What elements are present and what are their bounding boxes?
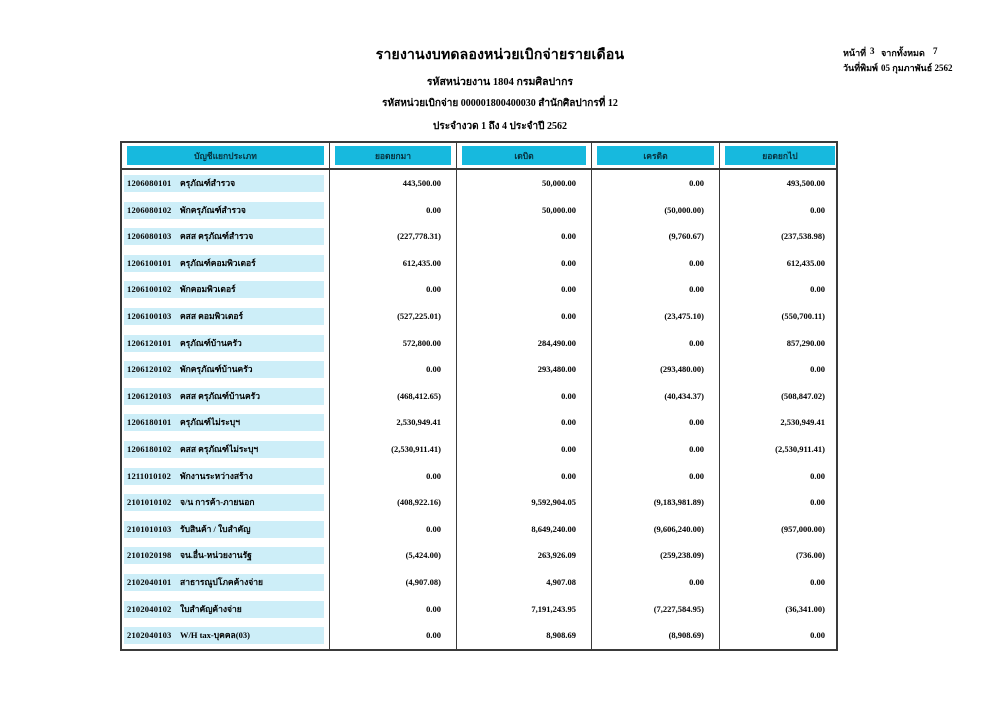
account-cell bbox=[122, 276, 330, 303]
account-strip bbox=[124, 228, 324, 245]
cell-credit: 0.00 bbox=[592, 276, 720, 303]
table-row bbox=[122, 622, 836, 649]
table-row bbox=[122, 409, 836, 436]
table-row bbox=[122, 596, 836, 623]
account-code: 2101020198 bbox=[127, 550, 172, 561]
cell-brought-forward: 443,500.00 bbox=[330, 170, 457, 197]
cell-brought-forward: (4,907.08) bbox=[330, 569, 457, 596]
account-cell bbox=[122, 250, 330, 277]
account-strip bbox=[124, 388, 324, 405]
cell-brought-forward: 612,435.00 bbox=[330, 250, 457, 277]
account-name: ใบสำคัญค้างจ่าย bbox=[180, 603, 242, 614]
column-header-cell bbox=[457, 143, 592, 168]
account-code: 2101010102 bbox=[127, 497, 172, 508]
account-name: พักคอมพิวเตอร์ bbox=[180, 284, 236, 295]
cell-carried-forward: (957,000.00) bbox=[781, 523, 825, 534]
table-row bbox=[122, 516, 836, 543]
cell-brought-forward: 0.00 bbox=[330, 197, 457, 224]
column-header: ยอดยกมา bbox=[335, 146, 451, 165]
cell-carried-forward: 0.00 bbox=[810, 284, 825, 295]
cell-credit: (23,475.10) bbox=[592, 303, 720, 330]
column-header-cell bbox=[720, 143, 840, 168]
account-name: คสส ครุภัณฑ์ไม่ระบุฯ bbox=[180, 443, 259, 454]
account-code: 1206100101 bbox=[127, 257, 172, 268]
cell-brought-forward: 0.00 bbox=[330, 596, 457, 623]
account-code: 2102040101 bbox=[127, 576, 172, 587]
column-header: เดบิต bbox=[462, 146, 586, 165]
report-title: รายงานงบทดลองหน่วยเบิกจ่ายรายเดือน bbox=[375, 48, 625, 63]
account-strip bbox=[124, 627, 324, 644]
account-cell bbox=[122, 197, 330, 224]
cell-brought-forward: 0.00 bbox=[330, 516, 457, 543]
cell-brought-forward: 0.00 bbox=[330, 356, 457, 383]
cell-carried-forward: (237,538.98) bbox=[781, 231, 825, 242]
account-name: W/H tax-บุคคล(03) bbox=[180, 630, 250, 641]
cell-carried-forward: (508,847.02) bbox=[781, 390, 825, 401]
account-strip bbox=[124, 202, 324, 219]
cell-carried-forward: 612,435.00 bbox=[786, 257, 825, 268]
period-line: ประจำงวด 1 ถึง 4 ประจำปี 2562 bbox=[433, 121, 567, 132]
cell-carried-forward: 857,290.00 bbox=[786, 337, 825, 348]
account-cell bbox=[122, 596, 330, 623]
account-cell bbox=[122, 489, 330, 516]
cell-credit: 0.00 bbox=[592, 170, 720, 197]
column-header-cell bbox=[592, 143, 720, 168]
cell-carried-forward: 0.00 bbox=[810, 576, 825, 587]
table-row bbox=[122, 383, 836, 410]
cell-debit: 50,000.00 bbox=[457, 197, 592, 224]
account-strip bbox=[124, 547, 324, 564]
account-cell bbox=[122, 409, 330, 436]
account-code: 1206120101 bbox=[127, 337, 172, 348]
account-strip bbox=[124, 361, 324, 378]
cell-credit: (259,238.09) bbox=[592, 542, 720, 569]
cell-credit: 0.00 bbox=[592, 463, 720, 490]
account-name: จน.อื่น-หน่วยงานรัฐ bbox=[180, 550, 252, 561]
account-name: คสส ครุภัณฑ์สำรวจ bbox=[180, 231, 254, 242]
account-cell bbox=[122, 569, 330, 596]
account-cell bbox=[122, 436, 330, 463]
table-row bbox=[122, 197, 836, 224]
account-strip bbox=[124, 601, 324, 618]
cell-debit: 293,480.00 bbox=[457, 356, 592, 383]
table-row bbox=[122, 330, 836, 357]
account-code: 1206120103 bbox=[127, 390, 172, 401]
cell-brought-forward: (408,922.16) bbox=[330, 489, 457, 516]
cell-credit: 0.00 bbox=[592, 250, 720, 277]
account-code: 1206100103 bbox=[127, 310, 172, 321]
page-meta bbox=[843, 46, 983, 80]
cell-debit: 0.00 bbox=[457, 276, 592, 303]
disbursement-unit-line: รหัสหน่วยเบิกจ่าย 000001800400030 สำนักศิลปากรที่ 12 bbox=[382, 98, 618, 109]
account-name: ครุภัณฑ์ไม่ระบุฯ bbox=[180, 417, 240, 428]
cell-credit: (9,183,981.89) bbox=[592, 489, 720, 516]
cell-credit: 0.00 bbox=[592, 409, 720, 436]
cell-carried-forward: (736.00) bbox=[795, 550, 825, 561]
cell-carried-forward: 2,530,949.41 bbox=[780, 417, 825, 428]
page-label: หน้าที่ bbox=[843, 48, 867, 58]
column-header: บัญชีแยกประเภท bbox=[127, 146, 324, 165]
account-cell bbox=[122, 516, 330, 543]
account-cell bbox=[122, 223, 330, 250]
cell-credit: (7,227,584.95) bbox=[592, 596, 720, 623]
cell-carried-forward: 0.00 bbox=[810, 497, 825, 508]
cell-brought-forward: 2,530,949.41 bbox=[330, 409, 457, 436]
account-strip bbox=[124, 521, 324, 538]
account-cell bbox=[122, 330, 330, 357]
cell-debit: 50,000.00 bbox=[457, 170, 592, 197]
cell-debit: 263,926.09 bbox=[457, 542, 592, 569]
cell-brought-forward: (468,412.65) bbox=[330, 383, 457, 410]
cell-brought-forward: (2,530,911.41) bbox=[330, 436, 457, 463]
account-name: พักครุภัณฑ์สำรวจ bbox=[180, 204, 246, 215]
cell-credit: 0.00 bbox=[592, 330, 720, 357]
table-row bbox=[122, 542, 836, 569]
column-header-cell bbox=[122, 143, 330, 168]
account-name: สาธารณูปโภคค้างจ่าย bbox=[180, 576, 263, 587]
cell-credit: 0.00 bbox=[592, 569, 720, 596]
account-cell bbox=[122, 622, 330, 649]
cell-carried-forward: 0.00 bbox=[810, 364, 825, 375]
cell-carried-forward: (550,700.11) bbox=[781, 310, 825, 321]
account-code: 1211010102 bbox=[127, 470, 172, 481]
cell-brought-forward: 0.00 bbox=[330, 276, 457, 303]
account-name: พักครุภัณฑ์บ้านครัว bbox=[180, 364, 253, 375]
cell-credit: (50,000.00) bbox=[592, 197, 720, 224]
account-strip bbox=[124, 414, 324, 431]
table-row bbox=[122, 276, 836, 303]
print-date: 05 กุมภาพันธ์ 2562 bbox=[881, 63, 953, 73]
cell-brought-forward: 0.00 bbox=[330, 463, 457, 490]
cell-carried-forward: (2,530,911.41) bbox=[775, 443, 825, 454]
cell-carried-forward: (36,341.00) bbox=[785, 603, 825, 614]
cell-debit: 0.00 bbox=[457, 409, 592, 436]
account-cell bbox=[122, 170, 330, 197]
account-code: 1206100102 bbox=[127, 284, 172, 295]
cell-credit: (9,606,240.00) bbox=[592, 516, 720, 543]
cell-debit: 0.00 bbox=[457, 383, 592, 410]
total-pages: 7 bbox=[933, 46, 938, 56]
account-strip bbox=[124, 175, 324, 192]
agency-code-line: รหัสหน่วยงาน 1804 กรมศิลปากร bbox=[426, 77, 574, 88]
table-row bbox=[122, 303, 836, 330]
account-strip bbox=[124, 255, 324, 272]
cell-brought-forward: 572,800.00 bbox=[330, 330, 457, 357]
account-code: 2102040102 bbox=[127, 603, 172, 614]
account-cell bbox=[122, 303, 330, 330]
total-pages-label: จากทั้งหมด bbox=[881, 48, 925, 58]
account-code: 1206120102 bbox=[127, 364, 172, 375]
cell-debit: 0.00 bbox=[457, 223, 592, 250]
cell-debit: 0.00 bbox=[457, 303, 592, 330]
cell-credit: (9,760.67) bbox=[592, 223, 720, 250]
cell-credit: (8,908.69) bbox=[592, 622, 720, 649]
account-name: ครุภัณฑ์สำรวจ bbox=[180, 178, 236, 188]
account-name: จ/น การค้า-ภายนอก bbox=[180, 497, 255, 508]
table-row bbox=[122, 569, 836, 596]
account-cell bbox=[122, 542, 330, 569]
table-row bbox=[122, 170, 836, 197]
cell-carried-forward: 493,500.00 bbox=[786, 178, 825, 188]
account-code: 1206180101 bbox=[127, 417, 172, 428]
trial-balance-table bbox=[120, 141, 838, 651]
cell-debit: 8,649,240.00 bbox=[457, 516, 592, 543]
account-strip bbox=[124, 494, 324, 511]
cell-carried-forward: 0.00 bbox=[810, 470, 825, 481]
table-header-row bbox=[122, 143, 836, 170]
account-strip bbox=[124, 574, 324, 591]
account-code: 1206080103 bbox=[127, 231, 172, 242]
column-header-cell bbox=[330, 143, 457, 168]
column-header: เครดิต bbox=[597, 146, 714, 165]
cell-debit: 9,592,904.05 bbox=[457, 489, 592, 516]
cell-debit: 4,907.08 bbox=[457, 569, 592, 596]
account-name: พักงานระหว่างสร้าง bbox=[180, 470, 253, 481]
account-strip bbox=[124, 441, 324, 458]
table-row bbox=[122, 356, 836, 383]
cell-debit: 0.00 bbox=[457, 463, 592, 490]
print-date-label: วันที่พิมพ์ bbox=[843, 63, 878, 73]
cell-carried-forward: 0.00 bbox=[810, 204, 825, 215]
cell-debit: 8,908.69 bbox=[457, 622, 592, 649]
column-header: ยอดยกไป bbox=[725, 146, 835, 165]
account-code: 2102040103 bbox=[127, 630, 172, 641]
account-name: ครุภัณฑ์บ้านครัว bbox=[180, 337, 242, 348]
cell-credit: (293,480.00) bbox=[592, 356, 720, 383]
account-name: รับสินค้า / ใบสำคัญ bbox=[180, 523, 251, 534]
account-name: คสส คอมพิวเตอร์ bbox=[180, 310, 244, 321]
table-body bbox=[122, 170, 836, 649]
account-code: 2101010103 bbox=[127, 523, 172, 534]
account-name: คสส ครุภัณฑ์บ้านครัว bbox=[180, 390, 260, 401]
cell-carried-forward: 0.00 bbox=[810, 630, 825, 641]
account-cell bbox=[122, 356, 330, 383]
cell-brought-forward: (5,424.00) bbox=[330, 542, 457, 569]
cell-credit: (40,434.37) bbox=[592, 383, 720, 410]
table-row bbox=[122, 463, 836, 490]
cell-debit: 7,191,243.95 bbox=[457, 596, 592, 623]
account-code: 1206180102 bbox=[127, 443, 172, 454]
account-strip bbox=[124, 468, 324, 485]
cell-debit: 0.00 bbox=[457, 250, 592, 277]
account-name: ครุภัณฑ์คอมพิวเตอร์ bbox=[180, 257, 256, 268]
cell-brought-forward: 0.00 bbox=[330, 622, 457, 649]
cell-debit: 284,490.00 bbox=[457, 330, 592, 357]
table-row bbox=[122, 223, 836, 250]
account-code: 1206080102 bbox=[127, 204, 172, 215]
account-strip bbox=[124, 335, 324, 352]
account-code: 1206080101 bbox=[127, 178, 172, 188]
account-cell bbox=[122, 383, 330, 410]
cell-brought-forward: (227,778.31) bbox=[330, 223, 457, 250]
account-strip bbox=[124, 281, 324, 298]
page-number: 3 bbox=[870, 46, 875, 56]
cell-credit: 0.00 bbox=[592, 436, 720, 463]
table-row bbox=[122, 250, 836, 277]
table-row bbox=[122, 436, 836, 463]
cell-debit: 0.00 bbox=[457, 436, 592, 463]
account-cell bbox=[122, 463, 330, 490]
account-strip bbox=[124, 308, 324, 325]
cell-brought-forward: (527,225.01) bbox=[330, 303, 457, 330]
table-row bbox=[122, 489, 836, 516]
